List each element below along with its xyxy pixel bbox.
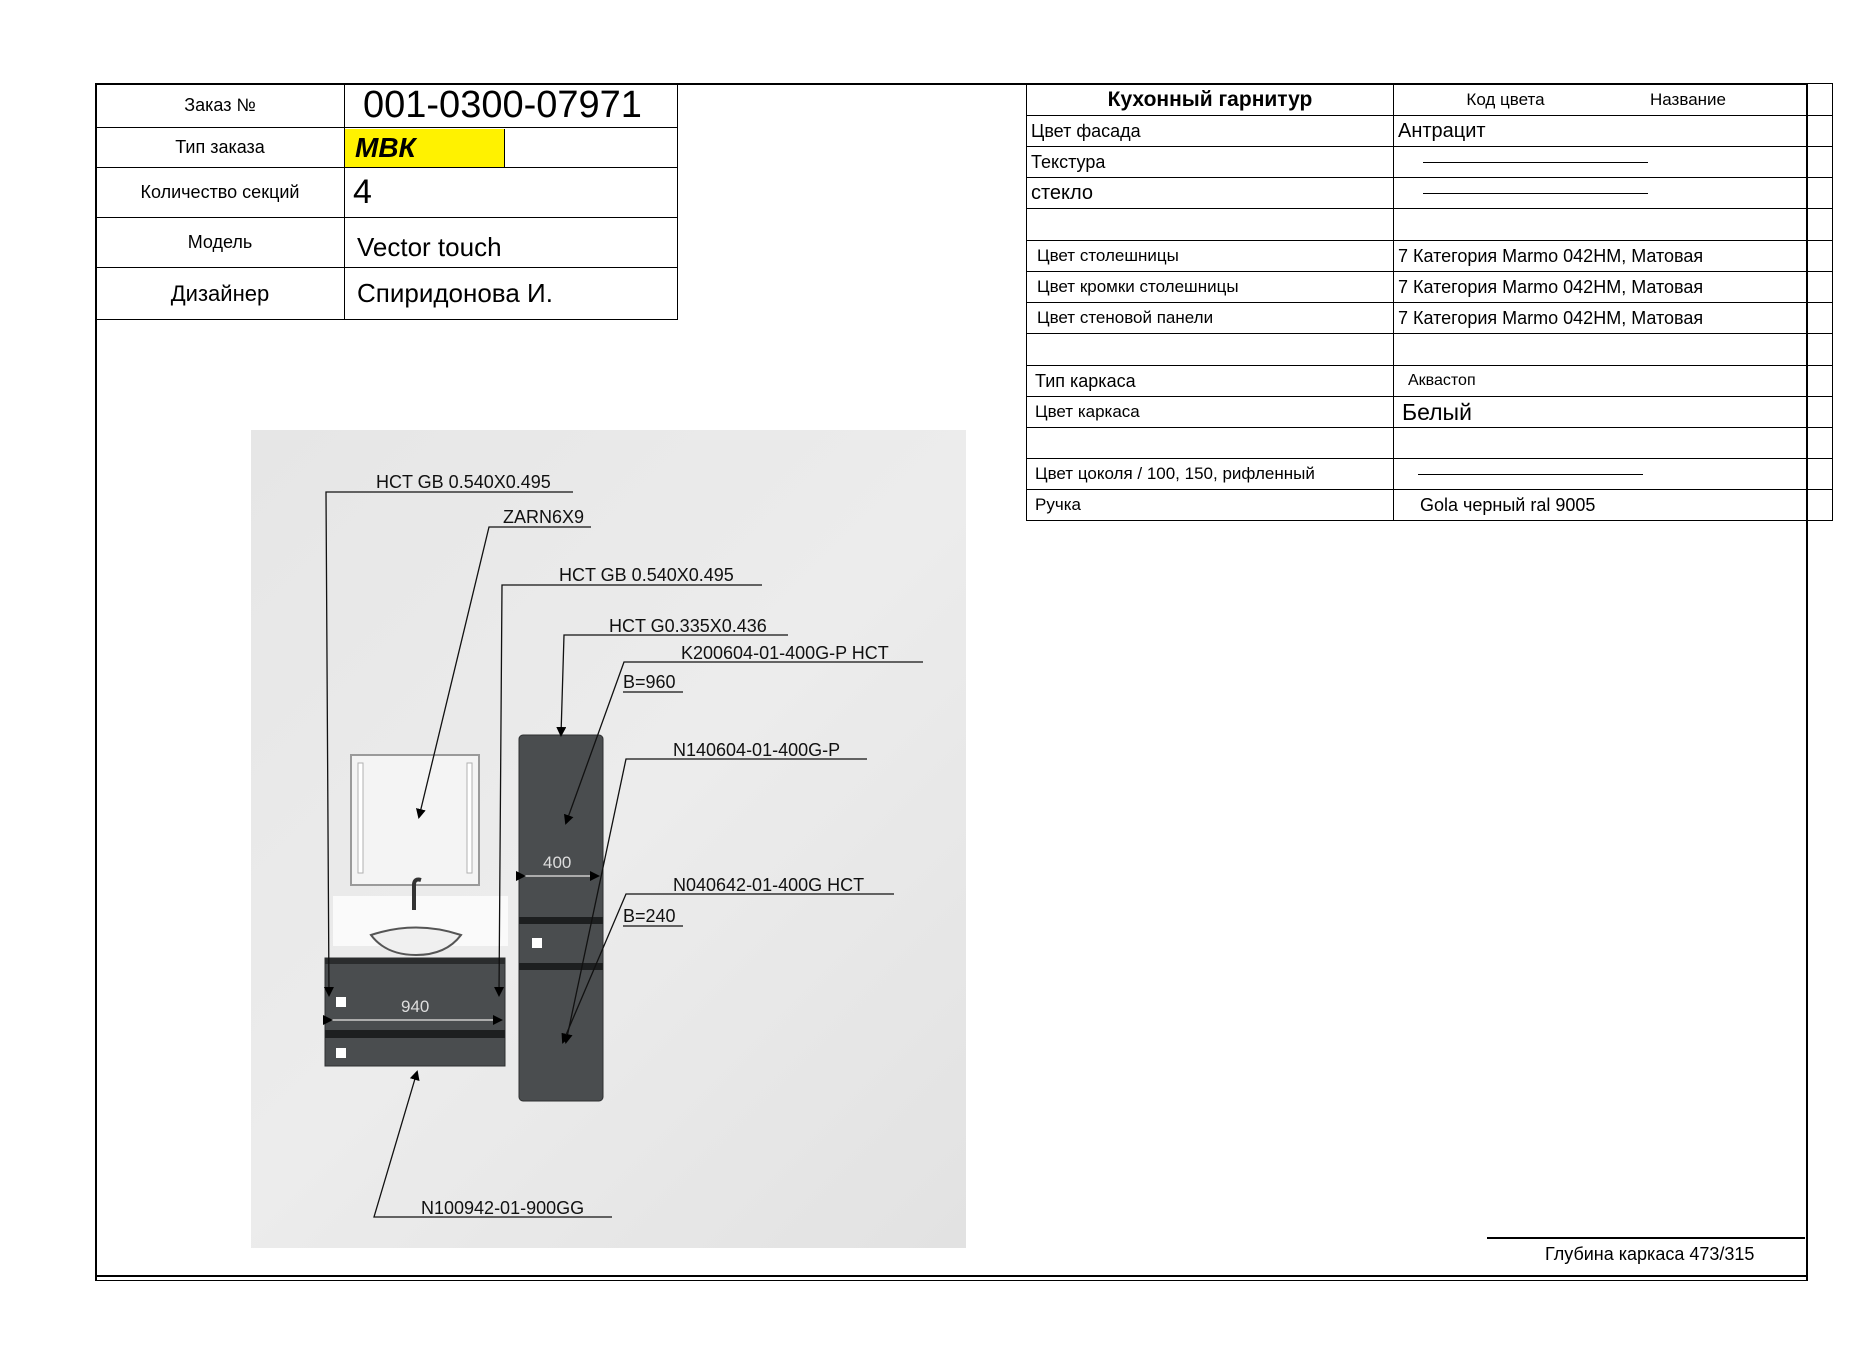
label-hct-g: HCT G0.335X0.436 [609, 616, 767, 636]
order-type-label: Тип заказа [96, 128, 345, 168]
handle-row [1027, 490, 1833, 521]
model-label: Модель [96, 218, 345, 268]
order-type-row [96, 128, 678, 168]
carcass-color-row [1027, 397, 1833, 428]
carcass-color-label: Цвет каркаса [1027, 397, 1394, 428]
tall-gola-2 [519, 963, 603, 970]
designer-label: Дизайнер [96, 268, 345, 320]
glass-row [1027, 178, 1833, 209]
order-number-text: 001-0300-07971 [363, 84, 642, 126]
plinth-row [1027, 459, 1833, 490]
plinth-label: Цвет цоколя / 100, 150, рифленный [1027, 459, 1394, 490]
carcass-type-row [1027, 366, 1833, 397]
texture-label: Текстура [1027, 147, 1394, 178]
leader-n040642 [563, 894, 894, 1042]
glass-value [1394, 178, 1833, 209]
carcass-type-label: Тип каркаса [1027, 366, 1394, 397]
wall-panel-row [1027, 303, 1833, 334]
furniture-drawing [251, 430, 966, 1248]
texture-value [1394, 147, 1833, 178]
order-type-value: МВК [345, 129, 505, 167]
dimension-400-label: 400 [543, 853, 572, 872]
spec-header-name: Название [1650, 89, 1726, 109]
depth-rule [1487, 1237, 1805, 1239]
label-zarn: ZARN6X9 [503, 507, 585, 527]
model-value: Vector touch [345, 218, 678, 268]
spacer-row-2 [1027, 334, 1833, 366]
label-n140604: N140604-01-400G-P [673, 740, 841, 760]
tall-logo [532, 938, 542, 948]
handle-value: Gola черный ral 9005 [1394, 490, 1833, 521]
sections-value: 4 [345, 168, 678, 218]
frame-bottom-border [95, 1275, 1808, 1277]
wall-panel-label: Цвет стеновой панели [1027, 303, 1394, 334]
order-info-table [95, 83, 678, 320]
vanity-logo-2 [336, 1048, 346, 1058]
mirror-light-right [467, 763, 472, 873]
spec-header-code-name [1394, 84, 1833, 116]
wall-panel-value: 7 Категория Marmo 042HM, Матовая [1394, 303, 1833, 334]
carcass-color-value: Белый [1394, 397, 1833, 428]
facade-label: Цвет фасада [1027, 116, 1394, 147]
designer-row [96, 268, 678, 320]
label-b960: B=960 [623, 672, 676, 692]
worktop-row [1027, 241, 1833, 272]
spec-header-code: Код цвета [1466, 89, 1545, 109]
facade-value: Антрацит [1394, 116, 1833, 147]
vanity-top-gola [325, 958, 505, 964]
vanity-logo-1 [336, 997, 346, 1007]
carcass-type-value: Аквастоп [1394, 366, 1833, 397]
label-hct-gb-1: HCT GB 0.540X0.495 [376, 472, 551, 492]
label-n100942: N100942-01-900GG [421, 1198, 585, 1218]
worktop-edge-value: 7 Категория Marmo 042HM, Матовая [1394, 272, 1833, 303]
handle-label: Ручка [1027, 490, 1394, 521]
spec-header-row [1027, 84, 1833, 116]
order-number-row [96, 84, 678, 128]
glass-label: стекло [1027, 178, 1394, 209]
tall-gola-1 [519, 917, 603, 924]
drawing-svg [251, 430, 966, 1248]
worktop-label: Цвет столешницы [1027, 241, 1394, 272]
plinth-empty-line [1418, 474, 1643, 475]
mirror-shape [351, 755, 479, 885]
plinth-value [1394, 459, 1833, 490]
vanity-middle-gola [325, 1030, 505, 1038]
kitchen-spec-table [1026, 83, 1833, 521]
sections-row [96, 168, 678, 218]
order-number-label: Заказ № [96, 84, 345, 128]
order-number-value [345, 84, 678, 128]
texture-empty-line [1423, 162, 1648, 163]
worktop-edge-row [1027, 272, 1833, 303]
mirror-light-left [358, 763, 363, 873]
glass-empty-line [1423, 193, 1648, 194]
leader-n140604 [566, 759, 867, 1042]
dimension-940-label: 940 [401, 997, 430, 1016]
frame-bottom-border-double [97, 1280, 1808, 1281]
sections-label: Количество секций [96, 168, 345, 218]
depth-label: Глубина каркаса 473/315 [1545, 1244, 1755, 1264]
spacer-row-3 [1027, 428, 1833, 459]
label-hct-gb-2: HCT GB 0.540X0.495 [559, 565, 734, 585]
label-k200604: K200604-01-400G-P HCT [681, 643, 889, 663]
designer-value: Спиридонова И. [345, 268, 678, 320]
facade-row [1027, 116, 1833, 147]
spacer-row-1 [1027, 209, 1833, 241]
model-row [96, 218, 678, 268]
sink-bowl-shape [371, 928, 461, 956]
label-b240: B=240 [623, 906, 676, 926]
worktop-value: 7 Категория Marmo 042HM, Матовая [1394, 241, 1833, 272]
order-type-cell [345, 128, 678, 168]
label-n040642: N040642-01-400G HCT [673, 875, 865, 895]
worktop-edge-label: Цвет кромки столешницы [1027, 272, 1394, 303]
spec-header-title: Кухонный гарнитур [1027, 84, 1394, 116]
texture-row [1027, 147, 1833, 178]
